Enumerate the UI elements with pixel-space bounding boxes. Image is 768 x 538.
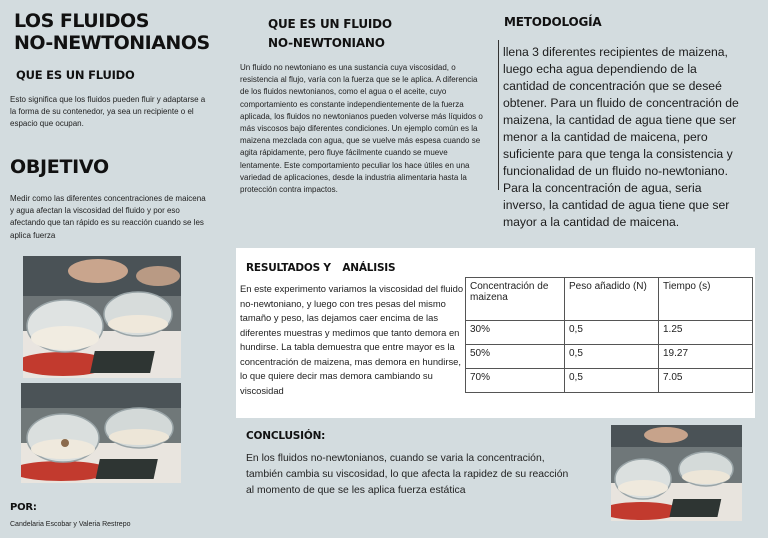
resultados-text: En este experimento variamos la viscosidad del fluido no-newtoniano, y luego con tres pesas del mismo tamaño y peso, las dejamos caer encima de las diferentes muestras y medimos que tanto demora en hundirse. La tabla demuestra que entre mayor es la concentración de maizena, mas demora en hundirse, lo que quiere decir mas demora cambiando su viscosidad: [240, 283, 464, 396]
objetivo-text: Medir como las diferentes concentraciones de maicena y agua afectan la viscosidad del fluido y por eso afectando que tan rápido es su reacción cuando se les aplica fuerza: [10, 194, 206, 240]
objetivo-heading: OBJETIVO: [10, 156, 109, 178]
poster-title: [14, 10, 214, 54]
por-label: POR:: [10, 502, 37, 513]
table-cell: 50%: [466, 345, 565, 369]
que-es-fluido-heading: QUE ES UN FLUIDO: [16, 68, 135, 82]
table-row: [466, 345, 753, 369]
middle-heading: [268, 15, 392, 53]
table-cell: 0,5: [565, 321, 659, 345]
table-cell: 19.27: [659, 345, 753, 369]
table-header-row: [466, 278, 753, 321]
resultados-heading-part2: ANÁLISIS: [342, 262, 396, 274]
table-header-cell: Peso añadido (N): [565, 278, 659, 321]
table-row: [466, 321, 753, 345]
table-header-cell: Concentración de maizena: [466, 278, 565, 321]
resultados-heading-part1: RESULTADOS Y: [246, 262, 331, 274]
conclusion-heading: CONCLUSIÓN:: [246, 430, 326, 442]
metodologia-heading: METODOLOGÍA: [504, 15, 602, 29]
table-cell: 70%: [466, 369, 565, 393]
table-cell: 0,5: [565, 345, 659, 369]
resultados-heading: [246, 262, 395, 274]
metodologia-divider: [498, 40, 499, 190]
poster-title-line2: NO-NEWTONIANOS: [14, 32, 210, 54]
results-table: [465, 277, 753, 393]
table-row: [466, 369, 753, 393]
table-cell: 1.25: [659, 321, 753, 345]
table-header-cell: Tiempo (s): [659, 278, 753, 321]
que-es-fluido-text: Esto significa que los fluidos pueden fluir y adaptarse a la forma de su contenedor, ya sea un recipiente o el espacio que ocupan.: [10, 95, 206, 129]
table-cell: 7.05: [659, 369, 753, 393]
experiment-photo-2: [21, 383, 181, 483]
conclusion-text: En los fluidos no-newtonianos, cuando se varia la concentración, también cambia su viscosidad, lo que afecta la rapidez de su reacción al momento de que se les aplica fuerza estática: [246, 453, 569, 496]
experiment-photo-1: [23, 256, 181, 378]
table-cell: 30%: [466, 321, 565, 345]
middle-heading-line1: QUE ES UN FLUIDO: [268, 17, 392, 31]
metodologia-text: llena 3 diferentes recipientes de maizena, luego echa agua dependiendo de la cantidad de concentración que se deseé obtener. Para un fluido de concentración de maizena, la cantidad de agua tiene que ser menor a la cantidad de maicena, pero suficiente para que tenga la consistencia y funcionalidad de un fluido no-newtoniano. Para la concentración de agua, seria inverso, la cantidad de agua tiene que ser mayor a la cantidad de maicena.: [503, 45, 739, 229]
table-cell: 0,5: [565, 369, 659, 393]
experiment-photo-3: [611, 425, 742, 521]
authors: Candelaria Escobar y Valeria Restrepo: [10, 521, 131, 528]
middle-text: Un fluido no newtoniano es una sustancia cuya viscosidad, o resistencia al flujo, varía con la fuerza que se le aplica. A diferencia de los fluidos newtonianos, como el agua o el aceite, cuyo comportamiento es constante independientemente de la fuerza aplicada, los fluidos no newtonianos pueden volverse más líquidos o más viscosos bajo diferentes condiciones. Un ejemplo común es la maizena mezclada con agua, que se vuelve más espesa cuando se agita rápidamente, pero fluye fácilmente cuando se mueve lentamente. Este comportamiento peculiar los hace útiles en una variedad de aplicaciones, desde la industria alimentaria hasta la protección contra impactos.: [240, 63, 483, 195]
middle-heading-line2: NO-NEWTONIANO: [268, 36, 385, 50]
poster-title-line1: LOS FLUIDOS: [14, 10, 149, 32]
